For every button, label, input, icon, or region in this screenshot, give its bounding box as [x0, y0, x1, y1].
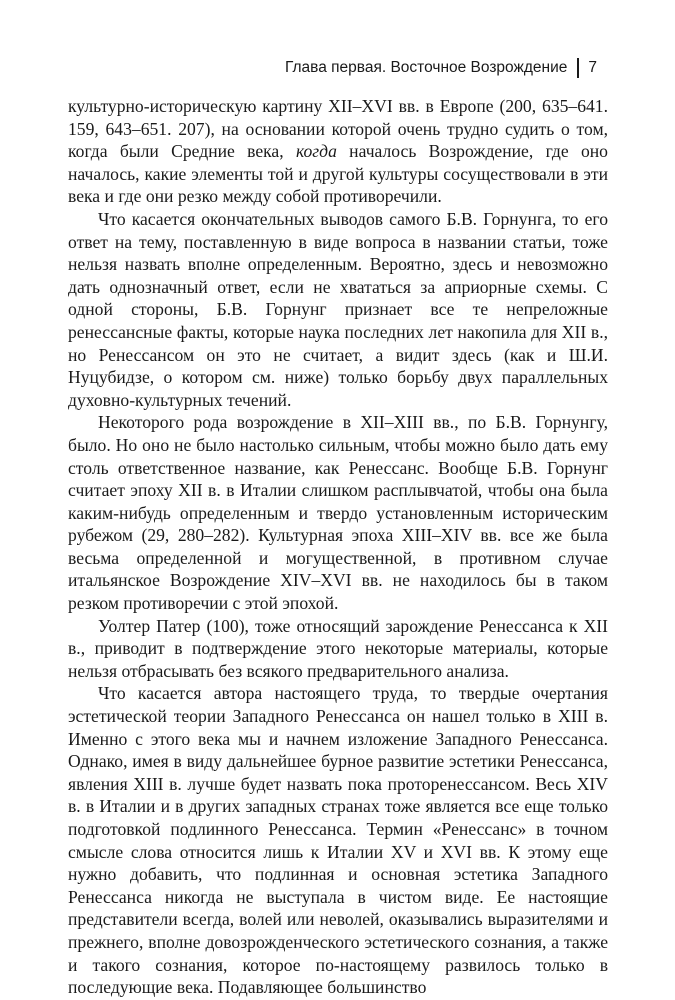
chapter-title: Глава первая. Восточное Возрождение: [284, 59, 568, 76]
paragraph-text: началось Возрождение, где оно началось, какие элементы той и другой культуры сосуществовали в эти века и где они резко между собой противоречили.: [68, 141, 608, 207]
running-head: [285, 58, 597, 78]
page-body: [68, 95, 608, 999]
paragraph-continued: [68, 95, 608, 208]
paragraph: Уолтер Патер (100), тоже относящий зарождение Ренессанса к XII в., приводит в подтверждение этого некоторые материалы, которые нельзя отбрасывать без всякого предварительного анализа.: [68, 615, 608, 681]
emphasis-word: когда: [295, 141, 337, 162]
paragraph: Что касается окончательных выводов самого Б.В. Горнунга, то его ответ на тему, поставленную в виде вопроса в названии статьи, тоже нельзя назвать вполне определенным. Вероятно, здесь и невозможно дать однозначный ответ, если не хвататься за априорные схемы. С одной стороны, Б.В. Горнунг признает все те непреложные ренессансные факты, которые наука последних лет накопила для XII в., но Ренессансом он это не считает, а видит здесь (как и Ш.И. Нуцубидзе, о котором см. ниже) только борьбу двух параллельных духовно-культурных течений.: [68, 208, 608, 410]
paragraph-text: культурно-историческую картину XII–XVI вв. в Европе (200, 635–641. 159, 643–651. 207), на основании которой очень трудно судить о том, когда были Средние века,: [68, 96, 608, 162]
paragraph: Что касается автора настоящего труда, то твердые очертания эстетической теории Западного Ренессанса он нашел только в XIII в. Именно с этого века мы и начнем изложение Западного Ренессанса. Однако, имея в виду дальнейшее бурное развитие эстетики Ренессанса, явления XIII в. лучше будет назвать пока проторенессансом. Весь XIV в. в Италии и в других западных странах тоже является все еще только подготовкой подлинного Ренессанса. Термин «Ренессанс» в точном смысле слова относится лишь к Италии XV и XVI вв. К этому еще нужно добавить, что подлинная и основная эстетика Западного Ренессанса никогда не выступала в чистом виде. Ее настоящие представители всегда, волей или неволей, оказывались выразителями и прежнего, вполне довозрожденческого эстетического сознания, а также и такого сознания, которое по-настоящему развилось только в последующие века. Подавляющее большинство: [68, 683, 608, 998]
paragraph: Некоторого рода возрождение в XII–XIII вв., по Б.В. Горнунгу, было. Но оно не было настолько сильным, чтобы можно было дать ему столь ответственное название, как Ренессанс. Вообще Б.В. Горнунг считает эпоху XII в. в Италии слишком расплывчатой, чтобы она была каким-нибудь определенным и твердо установленным историческим рубежом (29, 280–282). Культурная эпоха XIII–XIV вв. все же была весьма определенной и могущественной, в противном случае итальянское Возрождение XIV–XVI вв. не находилось бы в таком резком противоречии с этой эпохой.: [68, 412, 608, 614]
page-number: 7: [588, 59, 597, 76]
header-separator: [577, 58, 579, 78]
